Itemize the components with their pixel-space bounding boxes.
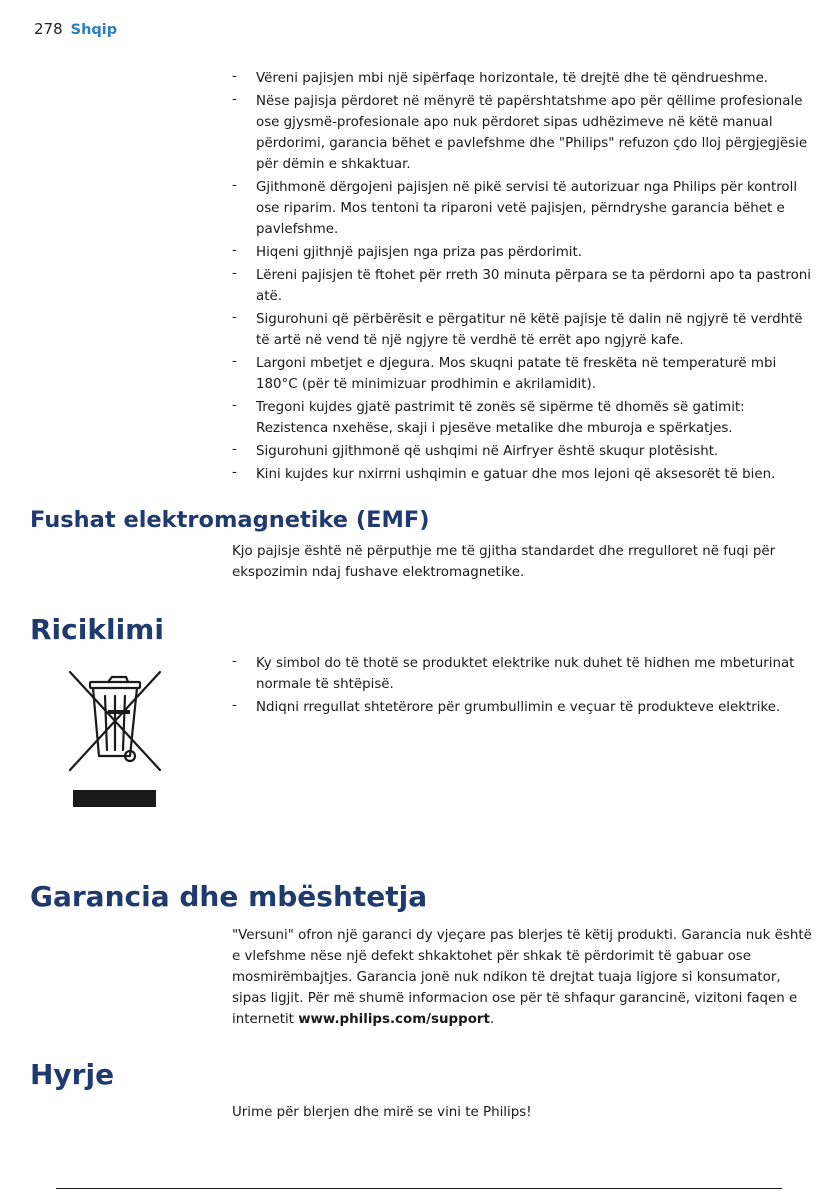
list-item: - Kini kujdes kur nxirrni ushqimin e gatuar dhe mos lejoni që aksesorët të bien. <box>232 464 812 485</box>
support-link[interactable]: www.philips.com/support <box>298 1012 490 1027</box>
warranty-end: . <box>489 1012 495 1027</box>
warranty-body: "Versuni" ofron një garanci dy vjeçare pas blerjes të këtij produkti. Garancia nuk është e vlefshme nëse një defekt shkaktohet për shkak të përdorimit të gabuar ose mosmirëmbajtjes. Garancia jonë nuk ndikon të drejtat tuaja ligjore si konsumator, sipas ligjit. Për më shumë informacion ose për të shfaqur garancinë, vizitoni faqen e internetit <box>232 928 812 1027</box>
warranty-section <box>232 925 812 1030</box>
list-item: - Ky simbol do të thotë se produktet elektrike nuk duhet të hidhen me mbeturinat normale të shtëpisë. <box>232 653 812 695</box>
recycling-list <box>232 653 812 718</box>
crossed-out-wheelie-bin-icon <box>68 668 162 808</box>
list-item: - Sigurohuni gjithmonë që ushqimi në Airfryer është skuqur plotësisht. <box>232 441 812 462</box>
language-label: Shqip <box>70 22 118 38</box>
list-item: - Hiqeni gjithnjë pajisjen nga priza pas përdorimit. <box>232 242 812 263</box>
list-item: - Sigurohuni që përbërësit e përgatitur në këtë pajisje të dalin në ngjyrë të verdhtë të artë në vend të një ngjyre të verdhë të errët apo ngjyrë kafe. <box>232 309 812 351</box>
footer-rule <box>56 1188 782 1189</box>
page-header <box>34 20 117 38</box>
list-item: - Lëreni pajisjen të ftohet për rreth 30 minuta përpara se ta përdorni apo ta pastroni atë. <box>232 265 812 307</box>
recycling-list-container <box>232 653 812 720</box>
list-item: - Tregoni kujdes gjatë pastrimit të zonës së sipërme të dhomës së gatimit: Rezistenca nxehëse, skaji i pjesëve metalike dhe mburoja e spërkatjes. <box>232 397 812 439</box>
warranty-text <box>232 925 812 1030</box>
intro-text: Urime për blerjen dhe mirë se vini te Philips! <box>232 1105 532 1120</box>
list-item: - Gjithmonë dërgojeni pajisjen në pikë servisi të autorizuar nga Philips për kontroll ose riparim. Mos tentoni ta riparoni vetë pajisjen, përndryshe garancia bëhet e pavlefshme. <box>232 177 812 240</box>
safety-list-container <box>232 68 812 487</box>
list-item: - Nëse pajisja përdoret në mënyrë të papërshtatshme apo për qëllime profesionale ose gjysmë-profesionale apo nuk përdoret sipas udhëzimeve në këtë manual përdorimi, garancia bëhet e pavlefshme dhe "Philips" refuzon çdo lloj përgjegjësie për dëmin e shkaktuar. <box>232 91 812 175</box>
safety-list <box>232 68 812 485</box>
emf-heading: Fushat elektromagnetike (EMF) <box>30 507 430 533</box>
page-number: 278 <box>34 20 63 38</box>
intro-section <box>232 1102 812 1123</box>
emf-text: Kjo pajisje është në përputhje me të gjitha standardet dhe rregulloret në fuqi për ekspozimin ndaj fushave elektromagnetike. <box>232 544 776 580</box>
recycling-heading: Riciklimi <box>30 613 164 646</box>
list-item: - Vëreni pajisjen mbi një sipërfaqe horizontale, të drejtë dhe të qëndrueshme. <box>232 68 812 89</box>
list-item: - Ndiqni rregullat shtetërore për grumbullimin e veçuar të produkteve elektrike. <box>232 697 812 718</box>
emf-section <box>232 541 812 583</box>
list-item: - Largoni mbetjet e djegura. Mos skuqni patate të freskëta në temperaturë mbi 180°C (për të minimizuar prodhimin e akrilamidit). <box>232 353 812 395</box>
warranty-heading: Garancia dhe mbështetja <box>30 880 428 913</box>
intro-heading: Hyrje <box>30 1058 115 1091</box>
